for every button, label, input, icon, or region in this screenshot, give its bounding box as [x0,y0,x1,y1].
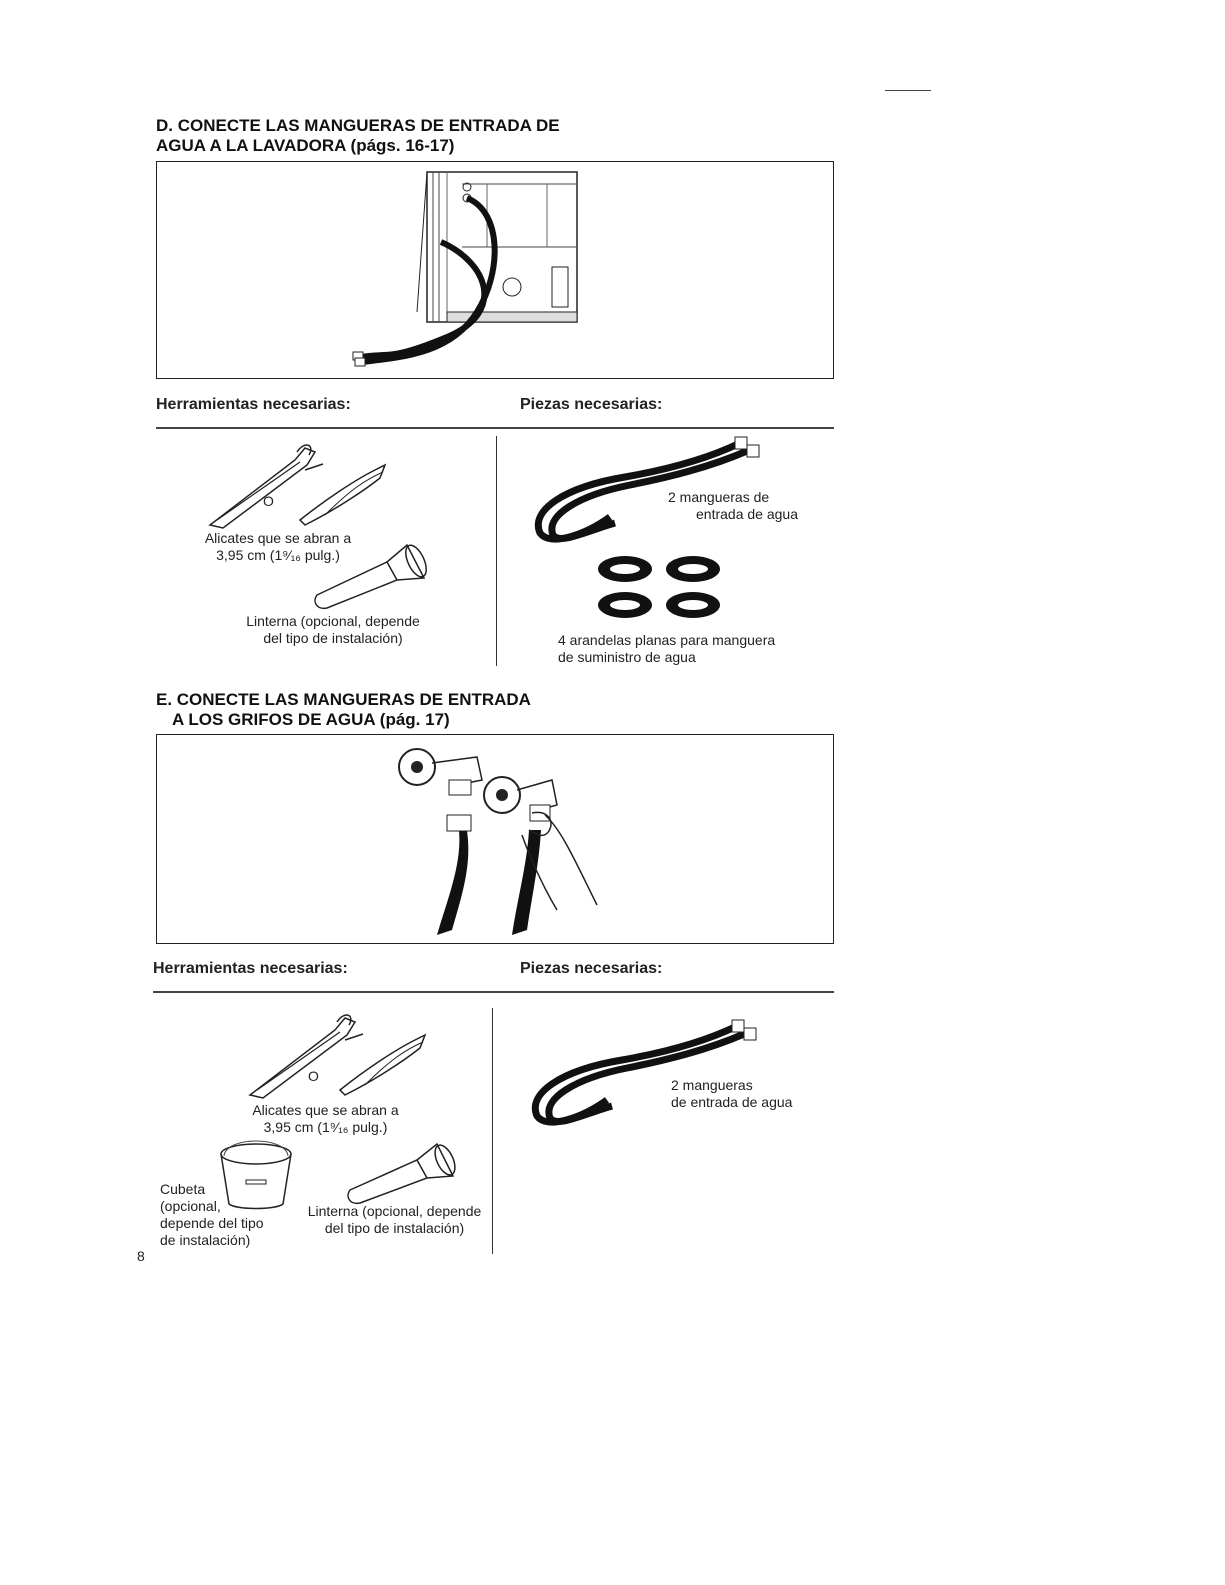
section-d-hoses-caption-line2: entrada de agua [696,506,798,522]
section-e-bucket-caption-line1: Cubeta [160,1181,206,1197]
section-d-rule [156,427,834,429]
section-e-hoses-caption-line1: 2 mangueras [671,1077,753,1093]
section-e-rule [153,991,834,993]
section-d-divider [496,436,497,666]
section-d-flashlight-caption [233,613,433,647]
section-e-or-label: O [308,1068,319,1084]
section-d-hoses-caption [668,489,798,523]
washer-hoses-drawing [157,162,835,380]
section-e-bucket-caption-line4: de instalación) [160,1232,251,1248]
section-e-title [156,690,531,730]
hoses-icon-e [522,1018,762,1133]
section-e-title-line2: A LOS GRIFOS DE AGUA (pág. 17) [172,710,450,729]
section-d-washers-caption [558,632,775,666]
section-d-flashlight-caption-line1: Linterna (opcional, depende [246,613,420,629]
faucet-hoses-drawing [157,735,835,945]
section-e-pliers-caption-line2: 3,95 cm (1⁹⁄₁₆ pulg.) [263,1119,388,1135]
section-e-flashlight-caption-line2: del tipo de instalación) [324,1220,465,1236]
section-d-washers-caption-line2: de suministro de agua [558,649,696,665]
section-e-bucket-caption-line2: (opcional, [160,1198,221,1214]
section-d-title-line2: AGUA A LA LAVADORA (págs. 16-17) [156,136,455,155]
section-e-flashlight-caption [297,1203,492,1237]
section-e-divider [492,1008,493,1254]
section-d-title [156,116,560,156]
pliers-icon [205,440,395,530]
section-d-hoses-caption-line1: 2 mangueras de [668,489,770,505]
flashlight-icon [312,540,432,610]
section-e-hoses-caption-line2: de entrada de agua [671,1094,793,1110]
header-rule [885,90,931,91]
page-number: 8 [137,1248,145,1264]
section-d-pliers-caption-line1: Alicates que se abran a [204,530,352,546]
section-e-hoses-caption [671,1077,792,1111]
section-e-pliers-caption-line1: Alicates que se abran a [252,1102,399,1118]
section-e-flashlight-caption-line1: Linterna (opcional, depende [307,1203,482,1219]
section-e-bucket-caption-line3: depende del tipo [160,1215,264,1231]
section-e-bucket-caption [160,1181,264,1249]
pliers-icon-e [245,1010,435,1100]
section-e-parts-heading: Piezas necesarias: [520,960,663,977]
section-e-tools-heading: Herramientas necesarias: [153,960,348,977]
section-d-parts-heading: Piezas necesarias: [520,396,663,413]
section-e-title-line1: E. CONECTE LAS MANGUERAS DE ENTRADA [156,690,531,709]
section-d-or-label: O [263,493,274,509]
section-e-pliers-caption [238,1102,413,1136]
washers-icon [595,553,735,623]
flashlight-icon-e [345,1140,460,1205]
washer-back-illustration [156,161,834,379]
faucet-illustration [156,734,834,944]
section-d-flashlight-caption-line2: del tipo de instalación) [263,630,403,646]
section-d-pliers-caption-line2: 3,95 cm (1⁹⁄₁₆ pulg.) [216,547,340,563]
section-d-tools-heading: Herramientas necesarias: [156,396,351,413]
section-d-title-line1: D. CONECTE LAS MANGUERAS DE ENTRADA DE [156,116,560,135]
section-d-washers-caption-line1: 4 arandelas planas para manguera [558,632,776,648]
